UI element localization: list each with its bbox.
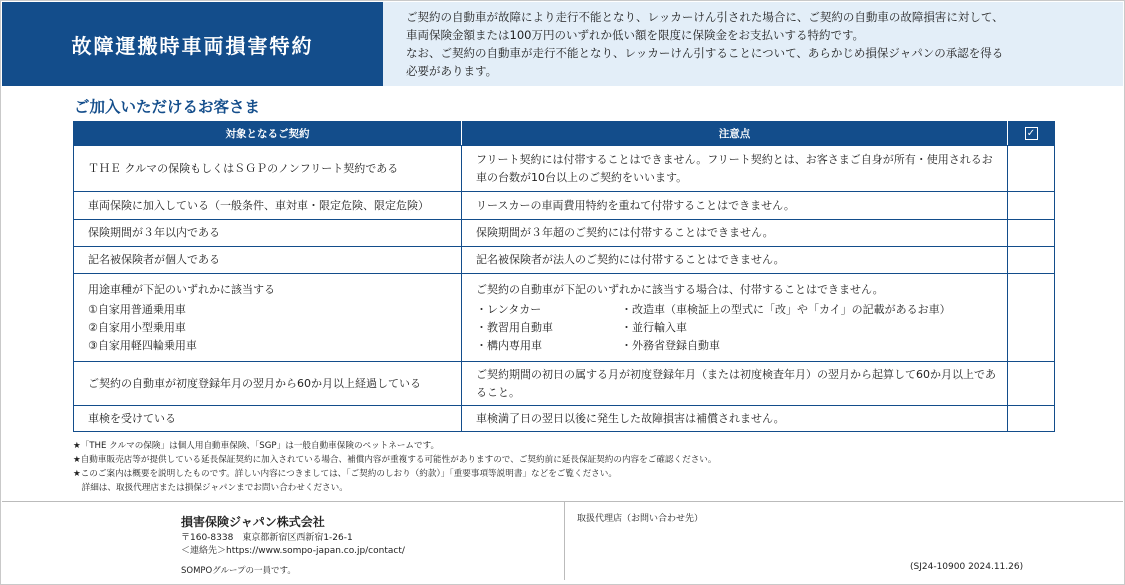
- footnote: 詳細は、取扱代理店または損保ジャパンまでお問い合わせください。: [73, 483, 348, 493]
- list-item: ・構内専用車: [476, 338, 542, 352]
- check-cell[interactable]: [1008, 406, 1055, 432]
- document-code: (SJ24-10900 2024.11.26): [910, 562, 1024, 572]
- target-heading: 用途車種が下記のいずれかに該当する: [88, 282, 275, 296]
- list-item: ・外務省登録自動車: [621, 338, 720, 352]
- footnote: ★自動車販売店等が提供している延長保証契約に加入されている場合、補償内容が重複する可能性がありますので、ご契約前に延長保証契約の内容をご確認ください。: [73, 455, 717, 465]
- footnote: ★このご案内は概要を説明したものです。詳しい内容につきましては、「ご契約のしおり（約款）」「重要事項等説明書」などをご覧ください。: [73, 469, 617, 479]
- check-cell[interactable]: [1008, 220, 1055, 247]
- section-title: ご加入いただけるお客さま: [74, 98, 261, 116]
- list-item: ②自家用小型乗用車: [88, 320, 186, 334]
- table-row: [74, 220, 1055, 247]
- list-item: ・並行輸入車: [621, 320, 687, 334]
- table-row: [74, 406, 1055, 432]
- list-item: ・教習用自動車: [476, 320, 553, 334]
- cell-note: リースカーの車両費用特約を重ねて付帯することはできません。: [462, 192, 1008, 220]
- list-item: ③自家用軽四輪乗用車: [88, 338, 197, 352]
- check-cell[interactable]: [1008, 362, 1055, 406]
- header-target: 対象となるご契約: [74, 122, 462, 146]
- cell-note: ご契約期間の初日の属する月が初度登録年月（または初度検査年月）の翌月から起算して60か月以上であること。: [462, 362, 1008, 406]
- header-band: [2, 2, 1123, 86]
- cell-note: 保険期間が３年超のご契約には付帯することはできません。: [462, 220, 1008, 247]
- cell-note: [462, 274, 1008, 362]
- intro-line: なお、ご契約の自動車が走行不能となり、レッカーけん引することについて、あらかじめ損保ジャパンの承認を得る: [406, 46, 1004, 60]
- agent-label: 取扱代理店（お問い合わせ先）: [577, 514, 704, 524]
- company-name: 損害保険ジャパン株式会社: [181, 515, 325, 529]
- table-row: [74, 146, 1055, 192]
- table-row: [74, 274, 1055, 362]
- footer-vertical-divider: [564, 502, 565, 580]
- address-line: 〒160-8338 東京都新宿区西新宿1-26-1: [181, 533, 353, 543]
- check-cell[interactable]: [1008, 274, 1055, 362]
- cell-target: 車検を受けている: [74, 406, 462, 432]
- footer-divider: [2, 501, 1123, 502]
- cell-target: 車両保険に加入している（一般条件、車対車・限定危険、限定危険）: [74, 192, 462, 220]
- note-heading: ご契約の自動車が下記のいずれかに該当する場合は、付帯することはできません。: [476, 282, 884, 296]
- check-cell[interactable]: [1008, 146, 1055, 192]
- table-row: [74, 362, 1055, 406]
- cell-note: 記名被保険者が法人のご契約には付帯することはできません。: [462, 247, 1008, 274]
- table-header-row: [74, 122, 1055, 146]
- cell-target: 記名被保険者が個人である: [74, 247, 462, 274]
- intro-line: 必要があります。: [406, 64, 498, 78]
- intro-line: ご契約の自動車が故障により走行不能となり、レッカーけん引された場合に、ご契約の自動車の故障損害に対して、: [406, 10, 1004, 24]
- intro-text: [406, 8, 1106, 80]
- footnotes: [73, 439, 1053, 495]
- cell-note: フリート契約には付帯することはできません。フリート契約とは、お客さまご自身が所有・使用されるお車の台数が10台以上のご契約をいいます。: [462, 146, 1008, 192]
- cell-target: [74, 274, 462, 362]
- list-item: ・レンタカー: [476, 302, 542, 316]
- cell-target: ＴＨＥ クルマの保険もしくはＳＧＰのノンフリート契約である: [74, 146, 462, 192]
- intro-line: 車両保険金額または100万円のいずれか低い額を限度に保険金をお支払いする特約です。: [406, 28, 865, 42]
- vehicle-type-list: [88, 301, 451, 355]
- contact-link[interactable]: ＜連絡先＞https://www.sompo-japan.co.jp/contact/: [181, 546, 405, 556]
- table-row: [74, 192, 1055, 220]
- list-item: ①自家用普通乗用車: [88, 302, 186, 316]
- eligibility-table: [73, 121, 1055, 432]
- cell-note: 車検満了日の翌日以後に発生した故障損害は補償されません。: [462, 406, 1008, 432]
- list-item: ・改造車（車検証上の型式に「改」や「カイ」の記載があるお車）: [621, 302, 951, 316]
- group-note: SOMPOグループの一員です。: [181, 566, 296, 576]
- table-row: [74, 247, 1055, 274]
- header-check: [1008, 122, 1055, 146]
- check-cell[interactable]: [1008, 247, 1055, 274]
- checkbox-icon: ✓: [1025, 127, 1038, 140]
- check-cell[interactable]: [1008, 192, 1055, 220]
- excluded-vehicle-list: [476, 301, 997, 355]
- page-title: 故障運搬時車両損害特約: [2, 2, 383, 86]
- cell-target: 保険期間が３年以内である: [74, 220, 462, 247]
- header-notes: 注意点: [462, 122, 1008, 146]
- cell-target: ご契約の自動車が初度登録年月の翌月から60か月以上経過している: [74, 362, 462, 406]
- footnote: ★「THE クルマの保険」は個人用自動車保険、「SGP」は一般自動車保険のペットネームです。: [73, 441, 440, 451]
- company-address: [181, 532, 405, 558]
